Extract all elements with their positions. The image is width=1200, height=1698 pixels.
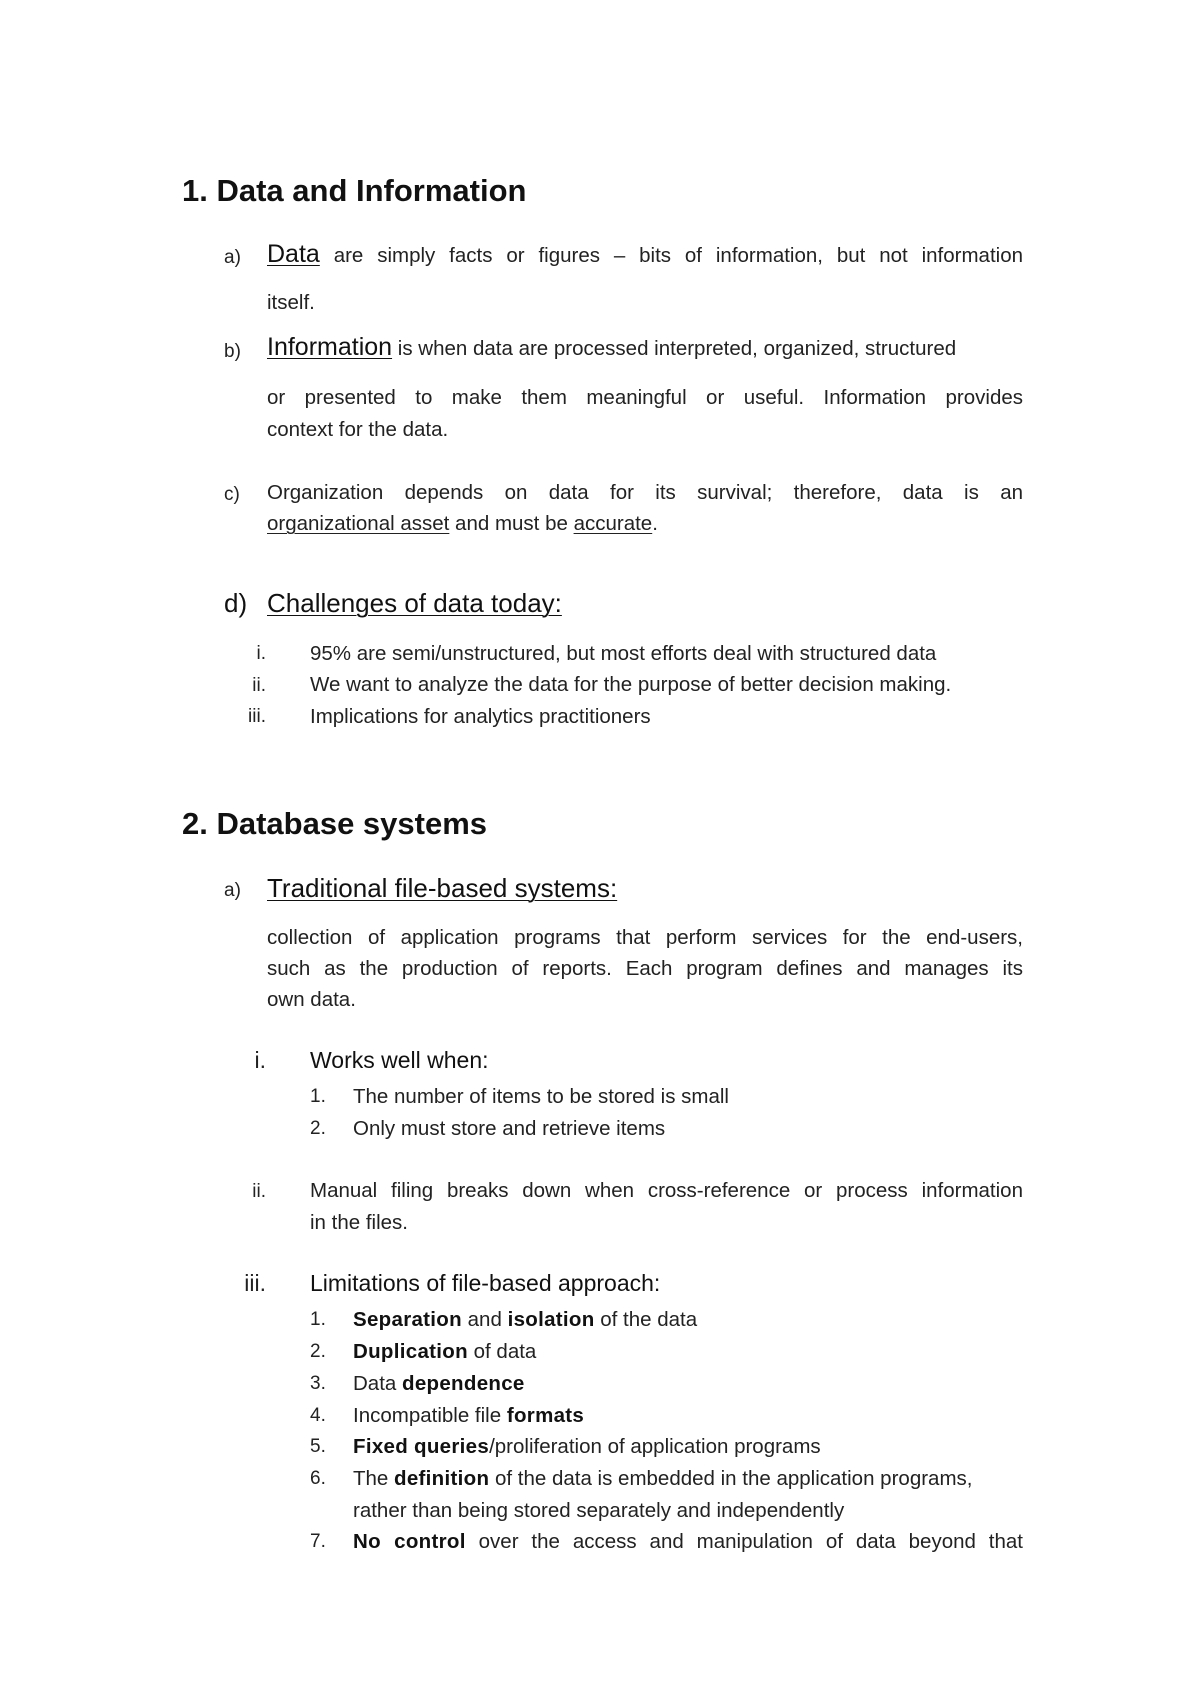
list-marker: iii. xyxy=(248,706,266,727)
text-fragment: Data xyxy=(353,1372,397,1395)
list-item: The number of items to be stored is small xyxy=(353,1085,729,1108)
text-line: context for the data. xyxy=(267,418,449,441)
list-marker: i. xyxy=(254,1047,266,1073)
list-marker: a) xyxy=(224,880,241,901)
bold-term: Fixed queries xyxy=(353,1435,490,1458)
list-item: 95% are semi/unstructured, but most efforts deal with structured data xyxy=(310,642,937,665)
list-item xyxy=(353,1401,584,1431)
list-marker: a) xyxy=(224,247,241,268)
list-item xyxy=(353,1464,972,1494)
underlined-word: accurate xyxy=(573,512,653,535)
list-item-continuation: rather than being stored separately and independently xyxy=(353,1499,845,1522)
text-line: are simply facts or figures – bits of information, but not information xyxy=(333,244,1024,267)
text-line: itself. xyxy=(267,291,315,314)
list-item xyxy=(353,1337,536,1367)
paragraph-line: own data. xyxy=(267,988,356,1011)
list-marker: 1. xyxy=(310,1086,326,1107)
list-marker: c) xyxy=(224,484,240,505)
bold-term: No control xyxy=(353,1530,466,1553)
bold-term: Separation xyxy=(353,1308,462,1331)
section-heading-data-and-information: 1. Data and Information xyxy=(182,173,527,208)
list-marker: 2. xyxy=(310,1341,326,1362)
bold-term: formats xyxy=(506,1404,585,1427)
subheading-traditional-file-based-systems: Traditional file-based systems: xyxy=(267,873,618,903)
bold-term: Duplication xyxy=(353,1340,468,1363)
list-item xyxy=(353,1527,1023,1557)
text-line: is when data are processed interpreted, organized, structured xyxy=(397,337,957,360)
paragraph-line: collection of application programs that perform services for the end-users, xyxy=(267,926,1023,949)
underlined-phrase: organizational asset xyxy=(267,512,450,535)
section-heading-database-systems: 2. Database systems xyxy=(182,806,488,841)
list-marker: d) xyxy=(224,588,248,618)
list-item-line: in the files. xyxy=(310,1211,408,1234)
text-fragment: over the access and manipulation of data beyond that xyxy=(478,1530,1024,1553)
text-line: Organization depends on data for its survival; therefore, data is an xyxy=(267,481,1023,504)
paragraph-organizational-asset xyxy=(267,509,658,539)
list-item xyxy=(353,1369,525,1399)
text-fragment: . xyxy=(652,512,658,535)
list-lead: Works well when: xyxy=(310,1047,489,1073)
list-item: Implications for analytics practitioners xyxy=(310,705,651,728)
term-information: Information xyxy=(267,333,393,361)
paragraph-data-definition xyxy=(267,239,1023,271)
text-fragment: of data xyxy=(473,1340,537,1363)
list-lead: Limitations of file-based approach: xyxy=(310,1270,661,1296)
list-marker: 5. xyxy=(310,1436,326,1457)
list-item xyxy=(353,1432,821,1462)
text-fragment: and xyxy=(467,1308,502,1331)
text-line: or presented to make them meaningful or useful. Information provides xyxy=(267,386,1023,409)
list-marker: 4. xyxy=(310,1405,326,1426)
text-fragment: The xyxy=(353,1467,389,1490)
list-marker: 1. xyxy=(310,1309,326,1330)
text-fragment: of the data xyxy=(600,1308,698,1331)
subheading-challenges: Challenges of data today: xyxy=(267,588,562,618)
list-marker: ii. xyxy=(252,675,266,696)
list-marker: 2. xyxy=(310,1118,326,1139)
list-marker: 6. xyxy=(310,1468,326,1489)
list-marker: iii. xyxy=(244,1270,266,1296)
paragraph-line: such as the production of reports. Each program defines and manages its xyxy=(267,957,1023,980)
list-marker: i. xyxy=(256,643,266,664)
list-item xyxy=(353,1305,697,1335)
paragraph-information-definition xyxy=(267,333,956,362)
list-marker: 3. xyxy=(310,1373,326,1394)
list-item: Only must store and retrieve items xyxy=(353,1117,666,1140)
list-marker: b) xyxy=(224,341,241,362)
list-item-line: Manual filing breaks down when cross-reference or process information xyxy=(310,1179,1023,1202)
text-fragment: of the data is embedded in the application programs, xyxy=(494,1467,973,1490)
bold-term: dependence xyxy=(402,1372,525,1395)
text-fragment: Incompatible file xyxy=(353,1404,502,1427)
list-marker: ii. xyxy=(252,1181,266,1202)
text-fragment: and must be xyxy=(455,512,568,535)
bold-term: isolation xyxy=(507,1308,595,1331)
bold-term: definition xyxy=(394,1467,490,1490)
text-fragment: /proliferation of application programs xyxy=(489,1435,821,1458)
list-marker: 7. xyxy=(310,1531,326,1552)
term-data: Data xyxy=(267,240,320,268)
list-item: We want to analyze the data for the purpose of better decision making. xyxy=(310,673,952,696)
